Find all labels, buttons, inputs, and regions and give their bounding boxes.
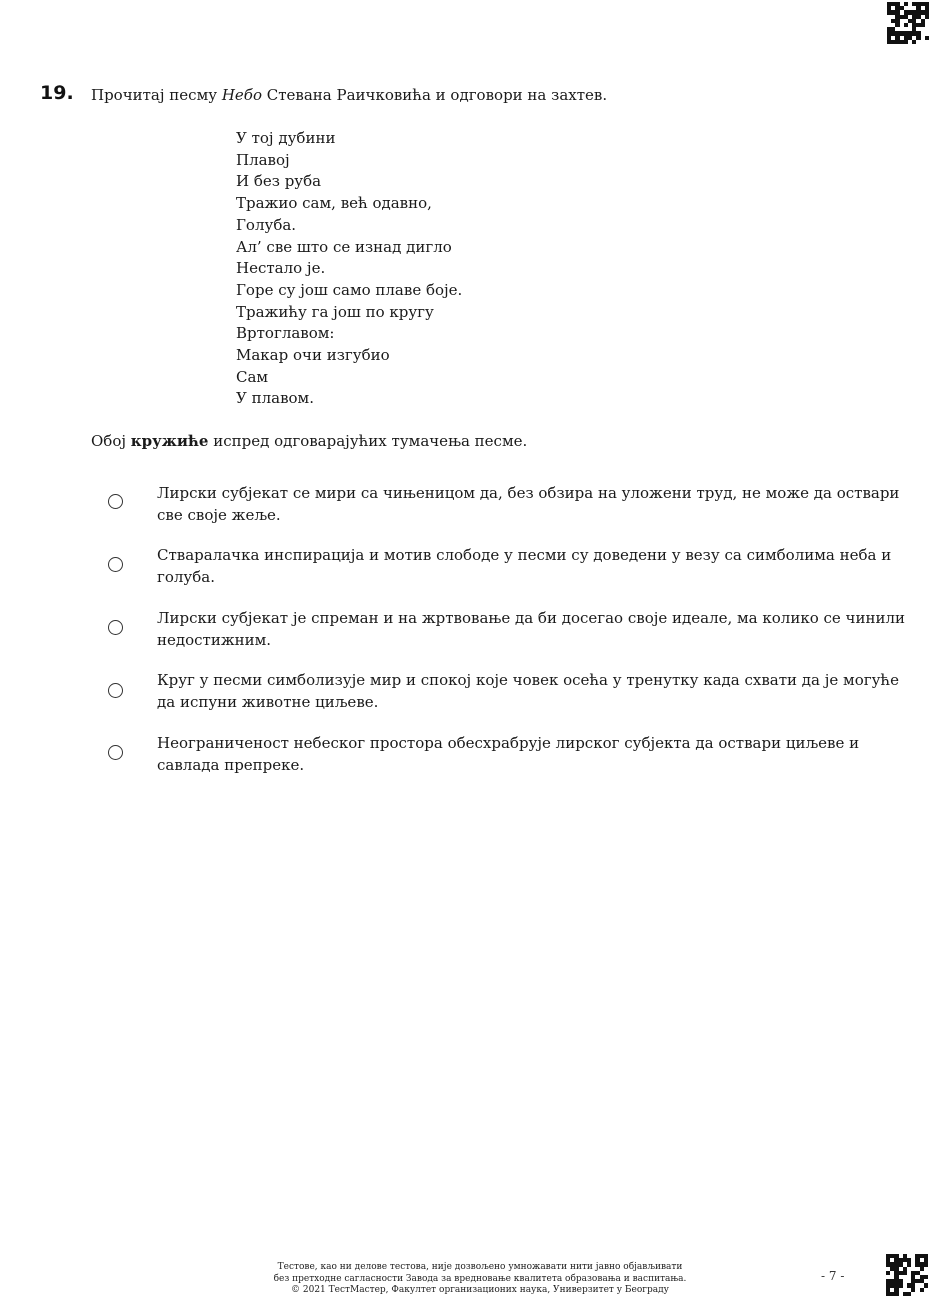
qr-code-icon [886, 1254, 928, 1296]
answer-option-4 [0, 669, 930, 719]
prompt-text-after: Стевана Раичковића и одговори на захтев. [261, 86, 608, 104]
option-text-2 [157, 544, 907, 588]
option-line: голуба. [157, 568, 215, 586]
poem-title: Небо [221, 86, 262, 104]
instruction [91, 432, 527, 450]
option-text-3 [157, 607, 907, 651]
answer-option-5 [0, 732, 930, 782]
poem-line: Голуба. [236, 215, 297, 234]
instruction-after: испред одговарајућих тумачења песме. [208, 432, 528, 450]
poem-line: И без руба [236, 172, 322, 191]
instruction-before: Обој [91, 432, 131, 450]
option-line: Неограниченост небеског простора обесхрабрује лирског субјекта да оствари циљеве и [157, 734, 860, 752]
radio-circle-3[interactable] [108, 620, 123, 635]
footer-line: © 2021 ТестМастер, Факултет организационих наука, Универзитет у Београду [291, 1285, 669, 1295]
radio-circle-4[interactable] [108, 683, 123, 698]
option-line: недостижним. [157, 631, 272, 649]
poem-line: Нестало је. [236, 259, 326, 278]
question-number: 19. [40, 82, 74, 104]
option-line: Круг у песми симболизује мир и спокој које човек осећа у тренутку када схвати да је могуће [157, 671, 899, 689]
qr-code-icon [887, 2, 929, 44]
instruction-bold: кружиће [130, 432, 209, 450]
prompt-text-before: Прочитај песму [91, 86, 222, 104]
option-text-4 [157, 669, 907, 713]
option-line: Стваралачка инспирација и мотив слободе у песми су доведени у везу са симболима неба и [157, 546, 892, 564]
option-line: Лирски субјекат се мири са чињеницом да, без обзира на уложени труд, не може да оствари [157, 484, 900, 502]
question-prompt [91, 86, 607, 104]
answer-option-2 [0, 544, 930, 594]
copyright-footer [210, 1262, 750, 1297]
answer-option-3 [0, 607, 930, 657]
poem-line: Горе су још само плаве боје. [236, 280, 463, 299]
poem [236, 128, 462, 410]
option-text-5 [157, 732, 907, 776]
radio-circle-1[interactable] [108, 494, 123, 509]
option-line: све своје жеље. [157, 506, 281, 524]
option-line: Лирски субјекат је спреман и на жртвовање да би досегао своје идеале, ма колико се чинили [157, 609, 905, 627]
poem-line: Ал’ све што се изнад дигло [236, 237, 452, 256]
footer-line: Тестове, као ни делове тестова, није дозвољено умножавати нити јавно објављивати [277, 1262, 683, 1272]
option-line: да испуни животне циљеве. [157, 693, 379, 711]
answer-option-1 [0, 482, 930, 532]
footer-line: без претходне сагласности Завода за вредновање квалитета образовања и васпитања. [273, 1273, 687, 1284]
poem-line: У плавом. [236, 389, 314, 408]
poem-line: Тражићу га још по кругу [236, 302, 434, 321]
option-text-1 [157, 482, 907, 526]
poem-line: Макар очи изгубио [236, 346, 390, 365]
page-number: - 7 - [821, 1269, 845, 1283]
poem-line: Сам [236, 367, 269, 386]
radio-circle-5[interactable] [108, 745, 123, 760]
option-line: савлада препреке. [157, 756, 305, 774]
poem-line: Плавој [236, 150, 290, 169]
poem-line: Вртоглавом: [236, 324, 335, 343]
poem-line: У тој дубини [236, 129, 336, 147]
poem-line: Тражио сам, већ одавно, [236, 194, 432, 213]
radio-circle-2[interactable] [108, 557, 123, 572]
